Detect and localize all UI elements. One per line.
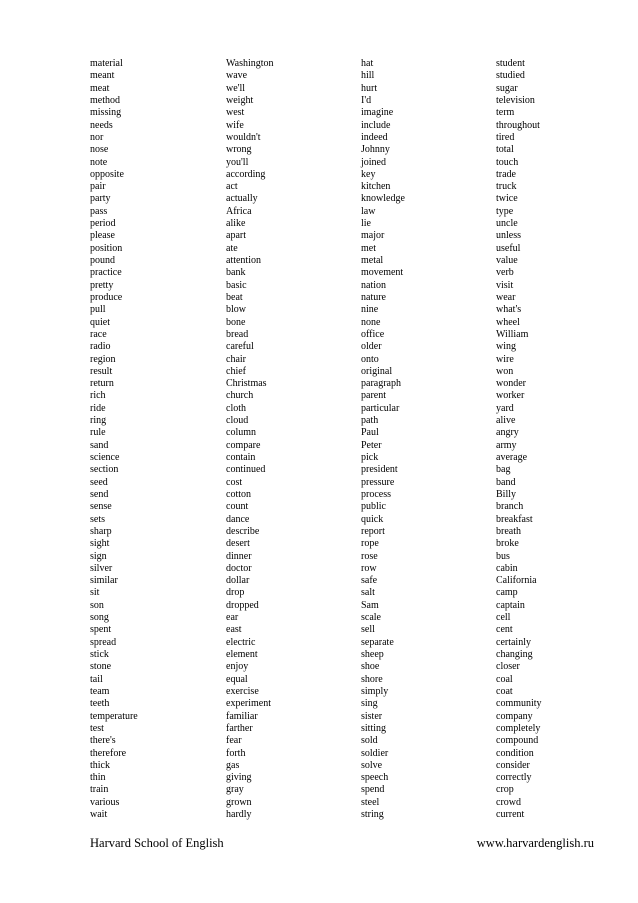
word-item: total [496, 144, 514, 156]
word-item: Sam [361, 599, 379, 611]
word-item: none [361, 316, 381, 328]
word-item: there's [90, 735, 116, 747]
word-item: completely [496, 722, 541, 734]
word-item: chief [226, 365, 246, 377]
word-item: nature [361, 291, 386, 303]
word-item: president [361, 464, 398, 476]
word-item: spread [90, 636, 117, 648]
word-item: tail [90, 673, 103, 685]
word-item: closer [496, 661, 520, 673]
word-item: older [361, 341, 382, 353]
word-item: ride [90, 402, 106, 414]
word-item: value [496, 255, 518, 266]
word-item: bone [226, 316, 246, 328]
word-item: major [361, 230, 385, 242]
word-item: equal [226, 673, 248, 685]
word-item: continued [226, 464, 266, 476]
footer-website: www.harvardenglish.ru [476, 836, 594, 850]
word-item: soldier [361, 747, 389, 759]
word-item: truck [496, 181, 517, 193]
word-item: Washington [226, 58, 274, 69]
word-item: solve [361, 759, 383, 771]
word-item: familiar [226, 710, 258, 722]
word-item: seed [90, 476, 108, 488]
word-item: dropped [226, 599, 259, 611]
word-item: sand [90, 439, 109, 451]
word-item: captain [496, 599, 525, 611]
word-item: Peter [361, 439, 382, 451]
word-item: west [226, 107, 245, 119]
word-item: changing [496, 649, 533, 660]
word-item: send [90, 488, 109, 500]
word-item: nation [361, 279, 386, 291]
word-item: sign [90, 550, 107, 562]
word-item: breakfast [496, 513, 533, 525]
word-item: breath [496, 525, 521, 537]
word-item: sense [90, 501, 112, 513]
word-item: sheep [361, 649, 384, 660]
word-item: steel [361, 796, 380, 808]
word-item: community [496, 698, 542, 710]
word-item: church [226, 390, 254, 402]
word-item: according [226, 168, 266, 180]
word-item: touch [496, 156, 519, 168]
word-item: wife [226, 119, 244, 131]
word-item: forth [226, 747, 246, 759]
word-column-3 [361, 58, 405, 821]
word-item: pressure [361, 476, 395, 488]
word-item: movement [361, 267, 404, 279]
word-item: studied [496, 70, 525, 82]
word-item: salt [361, 587, 375, 599]
word-item: useful [496, 242, 521, 254]
word-item: actually [226, 193, 258, 205]
word-item: fear [226, 735, 242, 747]
word-item: doctor [226, 562, 252, 574]
word-item: particular [361, 402, 400, 414]
word-item: stone [90, 661, 112, 673]
word-item: nose [90, 144, 109, 156]
word-item: coat [496, 685, 513, 697]
word-item: wonder [496, 378, 526, 390]
word-item: song [90, 612, 109, 624]
word-item: army [496, 439, 517, 451]
word-item: simply [361, 685, 389, 697]
word-item: law [361, 205, 376, 217]
word-item: type [496, 205, 514, 217]
word-item: thick [90, 759, 110, 771]
word-item: rich [90, 390, 106, 402]
word-item: sight [90, 538, 110, 550]
word-item: sing [361, 698, 378, 710]
word-item: shoe [361, 661, 380, 673]
word-item: train [90, 784, 109, 796]
word-item: sister [361, 710, 383, 722]
word-item: visit [496, 279, 514, 291]
word-item: report [361, 525, 385, 537]
word-item: bag [496, 464, 511, 476]
word-item: return [90, 378, 114, 390]
word-item: act [226, 181, 238, 193]
word-item: public [361, 501, 386, 513]
word-item: son [90, 599, 104, 611]
word-item: pound [90, 255, 115, 266]
word-item: sell [361, 624, 375, 636]
word-item: farther [226, 722, 253, 734]
word-item: wing [496, 341, 516, 353]
word-item: cloud [226, 415, 249, 427]
word-item: grown [226, 796, 252, 808]
word-item: band [496, 476, 516, 488]
word-item: television [496, 94, 535, 106]
word-item: race [90, 328, 107, 340]
word-item: nor [90, 131, 104, 143]
word-item: pair [90, 181, 106, 193]
word-item: east [226, 624, 242, 636]
word-item: describe [226, 525, 260, 537]
word-item: electric [226, 636, 256, 648]
word-item: enjoy [226, 661, 249, 673]
word-item: cent [496, 624, 513, 636]
word-item: student [496, 58, 525, 69]
word-item: pull [90, 304, 106, 316]
word-item: Paul [361, 427, 379, 439]
word-item: exercise [226, 685, 259, 697]
word-item: party [90, 193, 111, 205]
word-item: current [496, 809, 525, 821]
word-item: contain [226, 452, 256, 463]
word-item: attention [226, 255, 261, 266]
word-item: speech [361, 772, 389, 784]
word-item: sit [90, 587, 100, 599]
word-item: worker [496, 390, 525, 402]
word-item: unless [496, 230, 521, 242]
word-item: yard [496, 402, 514, 414]
word-item: note [90, 156, 108, 168]
word-item: position [90, 242, 123, 254]
word-item: ate [226, 242, 238, 254]
word-item: careful [226, 341, 254, 353]
word-item: William [496, 328, 529, 340]
word-item: ring [90, 415, 107, 427]
word-item: tired [496, 131, 515, 143]
word-item: correctly [496, 772, 532, 784]
word-item: hat [361, 58, 374, 69]
word-item: period [90, 218, 116, 230]
word-item: method [90, 94, 120, 106]
word-column-2 [226, 58, 274, 821]
word-item: alike [226, 218, 246, 230]
word-item: camp [496, 587, 518, 599]
word-item: cabin [496, 562, 518, 574]
word-item: material [90, 58, 123, 69]
word-item: met [361, 242, 376, 254]
word-item: onto [361, 353, 379, 365]
word-item: giving [226, 772, 252, 784]
word-item: sharp [90, 525, 112, 537]
word-item: temperature [90, 710, 138, 722]
word-item: certainly [496, 636, 531, 648]
word-item: company [496, 710, 533, 722]
word-item: broke [496, 538, 519, 550]
word-item: desert [226, 538, 250, 550]
word-item: cloth [226, 402, 246, 414]
word-item: consider [496, 759, 530, 771]
word-item: condition [496, 747, 534, 759]
word-item: section [90, 464, 119, 476]
word-item: kitchen [361, 181, 391, 193]
word-item: opposite [90, 168, 124, 180]
word-item: similar [90, 575, 118, 587]
word-item: compare [226, 439, 261, 451]
word-item: count [226, 501, 249, 513]
word-item: practice [90, 267, 122, 279]
word-item: meat [90, 82, 110, 94]
word-item: hardly [226, 809, 252, 821]
word-item: Johnny [361, 144, 390, 156]
word-item: branch [496, 501, 524, 513]
word-item: bread [226, 328, 249, 340]
word-item: row [361, 562, 377, 574]
word-item: original [361, 365, 393, 377]
word-item: weight [226, 94, 254, 106]
word-item: lie [361, 218, 371, 230]
word-item: average [496, 452, 528, 463]
word-item: sets [90, 513, 105, 525]
word-item: thin [90, 772, 106, 784]
word-item: team [90, 685, 110, 697]
word-item: wear [496, 291, 516, 303]
word-item: crowd [496, 796, 521, 808]
word-item: ear [226, 612, 239, 624]
word-item: California [496, 575, 537, 587]
word-item: apart [226, 230, 246, 242]
word-item: imagine [361, 107, 394, 119]
word-item: quiet [90, 316, 110, 328]
word-item: result [90, 365, 113, 377]
word-item: paragraph [361, 378, 401, 390]
word-item: cell [496, 612, 511, 624]
word-item: quick [361, 513, 384, 525]
word-item: pretty [90, 279, 114, 291]
word-item: knowledge [361, 193, 405, 205]
word-item: Billy [496, 488, 517, 500]
word-item: you'll [226, 156, 249, 168]
word-item: silver [90, 562, 113, 574]
word-item: bank [226, 267, 246, 279]
word-item: what's [496, 304, 522, 316]
word-item: dance [226, 513, 250, 525]
word-item: bus [496, 550, 510, 562]
word-item: gray [226, 784, 244, 796]
word-item: string [361, 809, 384, 821]
word-item: spend [361, 784, 385, 796]
word-item: blow [226, 304, 246, 316]
word-item: missing [90, 107, 122, 119]
word-item: needs [90, 119, 113, 131]
word-item: sitting [361, 722, 387, 734]
word-item: hill [361, 70, 375, 82]
word-item: gas [226, 759, 240, 771]
word-item: experiment [226, 698, 271, 710]
word-item: separate [361, 636, 394, 648]
word-item: produce [90, 291, 123, 303]
word-item: compound [496, 735, 539, 747]
word-item: uncle [496, 218, 518, 230]
word-item: process [361, 488, 391, 500]
word-item: wrong [226, 144, 252, 156]
word-item: Christmas [226, 378, 267, 390]
word-item: include [361, 119, 391, 131]
word-item: cotton [226, 488, 251, 500]
word-column-4 [496, 58, 542, 821]
word-item: hurt [361, 82, 378, 94]
word-item: we'll [226, 82, 246, 94]
word-item: basic [226, 279, 247, 291]
word-item: nine [361, 304, 379, 316]
word-item: path [361, 415, 379, 427]
word-item: element [226, 649, 258, 660]
word-item: twice [496, 193, 518, 205]
word-item: key [361, 168, 376, 180]
word-item: pick [361, 452, 379, 463]
word-item: trade [496, 168, 516, 180]
word-item: stick [90, 649, 109, 660]
word-item: test [90, 722, 104, 734]
word-item: wheel [496, 316, 520, 328]
word-item: wave [226, 70, 248, 82]
footer-school-name: Harvard School of English [90, 836, 224, 850]
word-item: alive [496, 415, 516, 427]
word-item: teeth [90, 698, 110, 710]
word-column-1 [90, 58, 138, 821]
word-item: indeed [361, 131, 388, 143]
word-item: science [90, 452, 120, 463]
word-item: various [90, 796, 120, 808]
word-item: parent [361, 390, 386, 402]
word-item: dollar [226, 575, 250, 587]
word-item: wire [496, 353, 514, 365]
word-item: joined [361, 156, 386, 168]
word-item: rose [361, 550, 378, 562]
word-item: sugar [496, 82, 518, 94]
word-item: meant [90, 70, 115, 82]
word-item: cost [226, 476, 243, 488]
word-item: drop [226, 587, 245, 599]
word-item: please [90, 230, 115, 242]
word-item: coal [496, 673, 513, 685]
word-item: won [496, 365, 514, 377]
word-item: chair [226, 353, 246, 365]
word-item: verb [496, 267, 514, 279]
word-item: term [496, 107, 515, 119]
word-item: throughout [496, 119, 540, 131]
word-item: scale [361, 612, 381, 624]
word-item: I'd [361, 94, 372, 106]
word-item: safe [361, 575, 378, 587]
word-item: office [361, 328, 385, 340]
word-item: wait [90, 809, 108, 821]
word-item: region [90, 353, 116, 365]
word-item: metal [361, 255, 384, 266]
word-item: beat [226, 291, 243, 303]
word-item: radio [90, 341, 111, 353]
word-item: crop [496, 784, 514, 796]
word-item: rule [90, 427, 106, 439]
word-item: shore [361, 673, 383, 685]
word-item: angry [496, 427, 519, 439]
word-item: wouldn't [226, 131, 261, 143]
word-item: dinner [226, 550, 252, 562]
word-item: column [226, 427, 256, 439]
word-item: sold [361, 735, 378, 747]
word-item: spent [90, 624, 112, 636]
word-item: therefore [90, 747, 127, 759]
word-item: rope [361, 538, 379, 550]
word-item: pass [90, 205, 108, 217]
word-item: Africa [226, 205, 252, 217]
